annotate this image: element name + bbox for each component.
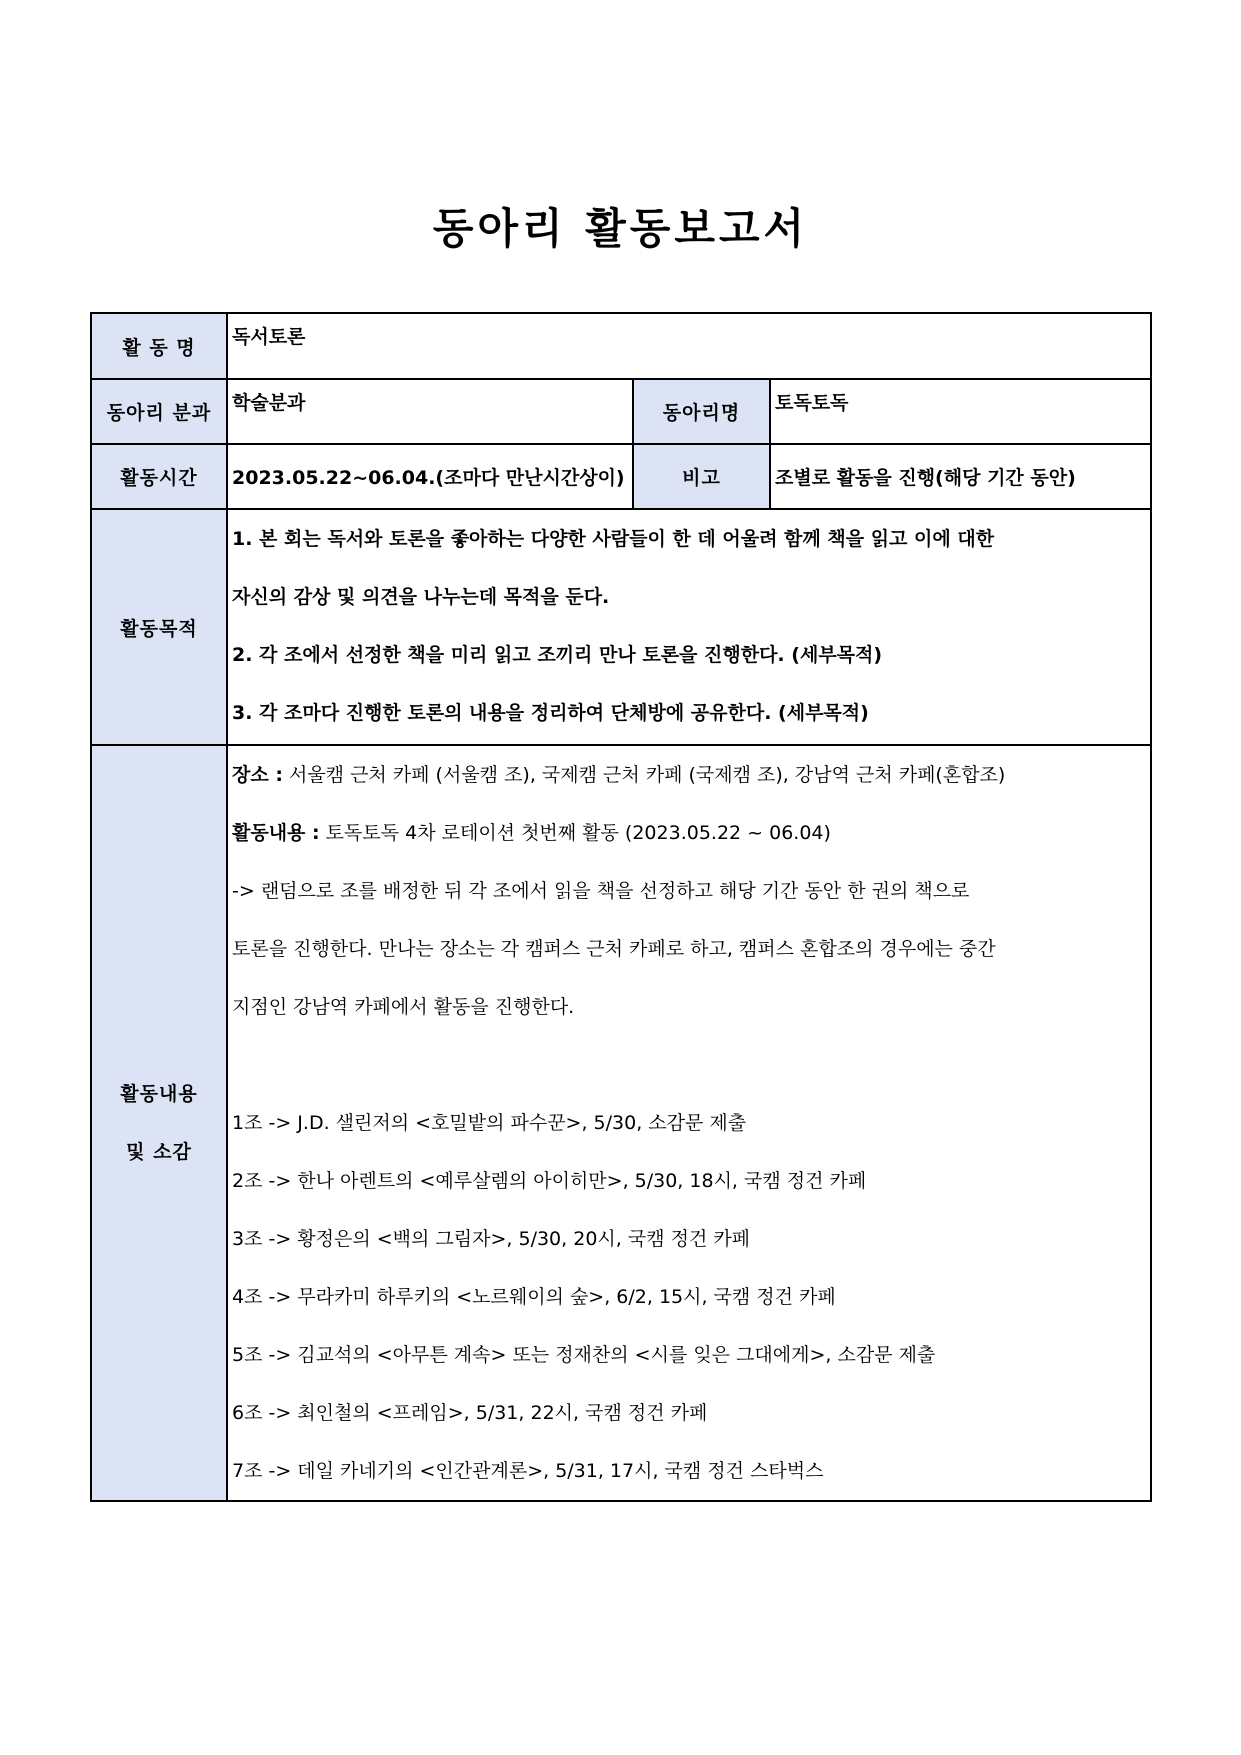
place-value: 서울캠 근처 카페 (서울캠 조), 국제캠 근처 카페 (국제캠 조), 강남역 근처 카페(혼합조) <box>282 764 1006 786</box>
group-line: 5조 -> 김교석의 <아무튼 계속> 또는 정재찬의 <시를 잊은 그대에게>, 소감문 제출 <box>232 1344 936 1366</box>
activity-report-table <box>90 312 1152 1502</box>
description-line: 지점인 강남역 카페에서 활동을 진행한다. <box>232 996 575 1018</box>
activity-line <box>232 804 1146 862</box>
purpose-line: 1. 본 회는 독서와 토론을 좋아하는 다양한 사람들이 한 데 어울려 함께 책을 읽고 이에 대한 <box>232 528 995 550</box>
place-label: 장소 : <box>232 764 283 786</box>
activity-label: 활동내용 : <box>232 822 320 844</box>
value-club-name: 토독토독 <box>770 379 1151 444</box>
label-content-line2: 및 소감 <box>126 1141 192 1163</box>
purpose-line: 3. 각 조마다 진행한 토론의 내용을 정리하여 단체방에 공유한다. (세부목적) <box>232 702 869 724</box>
group-line: 1조 -> J.D. 샐린저의 <호밀밭의 파수꾼>, 5/30, 소감문 제출 <box>232 1112 747 1134</box>
description-line: 토론을 진행한다. 만나는 장소는 각 캠퍼스 근처 카페로 하고, 캠퍼스 혼합조의 경우에는 중간 <box>232 938 996 960</box>
label-content-line1: 활동내용 <box>120 1083 198 1105</box>
label-activity-name: 활 동 명 <box>91 313 227 379</box>
label-club-name: 동아리명 <box>633 379 770 444</box>
spacer <box>232 1036 1146 1094</box>
group-line: 4조 -> 무라카미 하루키의 <노르웨이의 숲>, 6/2, 15시, 국캠 정건 카페 <box>232 1286 836 1308</box>
row-club <box>91 379 1151 444</box>
description-line: -> 랜덤으로 조를 배정한 뒤 각 조에서 읽을 책을 선정하고 해당 기간 동안 한 권의 책으로 <box>232 880 970 902</box>
value-club-division: 학술분과 <box>227 379 633 444</box>
group-line: 7조 -> 데일 카네기의 <인간관계론>, 5/31, 17시, 국캠 정건 스타벅스 <box>232 1460 824 1482</box>
group-line: 6조 -> 최인철의 <프레임>, 5/31, 22시, 국캠 정건 카페 <box>232 1402 708 1424</box>
label-remarks: 비고 <box>633 444 770 509</box>
activity-value: 토독토독 4차 로테이션 첫번째 활동 (2023.05.22 ~ 06.04) <box>319 822 831 844</box>
label-club-division: 동아리 분과 <box>91 379 227 444</box>
place-line <box>232 746 1146 804</box>
value-activity-name: 독서토론 <box>227 313 1151 379</box>
label-content <box>91 745 227 1501</box>
row-time <box>91 444 1151 509</box>
document-title: 동아리 활동보고서 <box>432 204 809 253</box>
row-activity-name <box>91 313 1151 379</box>
purpose-line: 2. 각 조에서 선정한 책을 미리 읽고 조끼리 만나 토론을 진행한다. (세부목적) <box>232 644 883 666</box>
purpose-text <box>227 509 1151 745</box>
row-content <box>91 745 1151 1501</box>
group-line: 3조 -> 황정은의 <백의 그림자>, 5/30, 20시, 국캠 정건 카페 <box>232 1228 751 1250</box>
content-text <box>227 745 1151 1501</box>
label-activity-time: 활동시간 <box>91 444 227 509</box>
value-remarks: 조별로 활동을 진행(해당 기간 동안) <box>770 444 1151 509</box>
purpose-line: 자신의 감상 및 의견을 나누는데 목적을 둔다. <box>232 586 610 608</box>
group-line: 2조 -> 한나 아렌트의 <예루살렘의 아이히만>, 5/30, 18시, 국캠 정건 카페 <box>232 1170 867 1192</box>
row-purpose <box>91 509 1151 745</box>
value-activity-time: 2023.05.22~06.04.(조마다 만난시간상이) <box>227 444 633 509</box>
label-purpose: 활동목적 <box>91 509 227 745</box>
